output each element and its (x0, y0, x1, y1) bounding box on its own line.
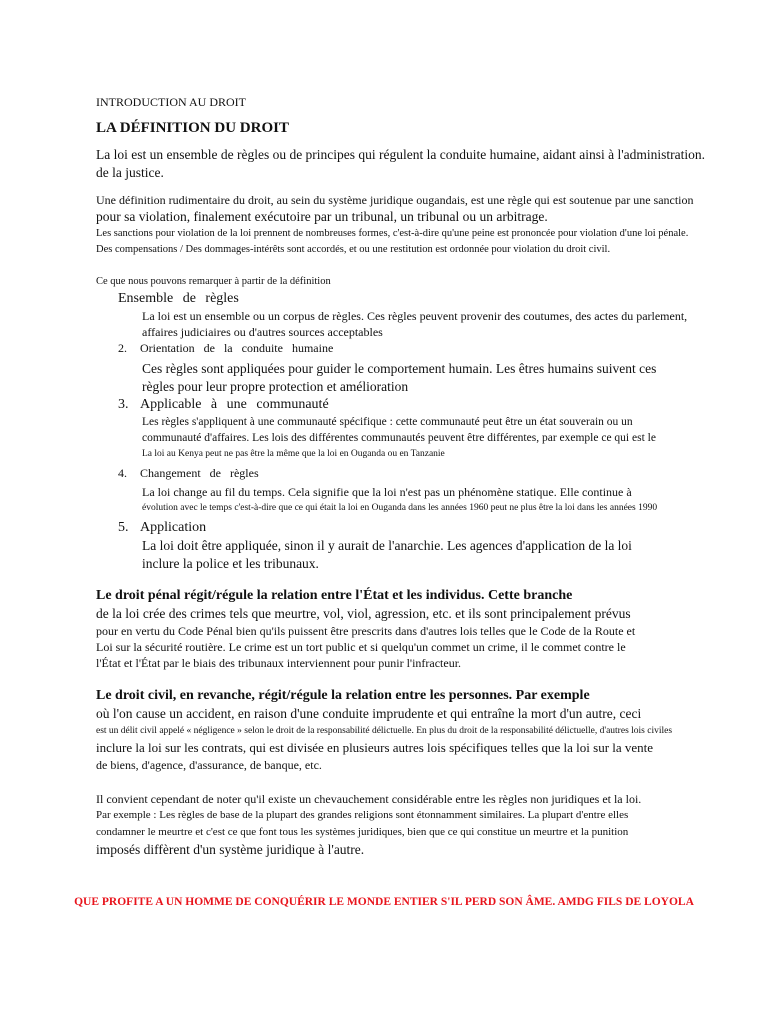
list-item-line: affaires judiciaires ou d'autres sources acceptables (142, 325, 383, 339)
definition-line: Les sanctions pour violation de la loi prennent de nombreuses formes, c'est-à-dire qu'une peine est prononcée pour violation d'une loi pénale. (96, 228, 689, 239)
intro-paragraph (96, 146, 728, 182)
definition-line: Une définition rudimentaire du droit, au sein du système juridique ougandais, est une règle qui est soutenue par une sanction (96, 193, 694, 207)
definition-paragraph (96, 192, 728, 258)
penal-law-lead: Le droit pénal régit/régule la relation entre l'État et les individus. Cette branche (96, 588, 573, 603)
definition-line: pour sa violation, finalement exécutoire par un tribunal, un tribunal ou un arbitrage. (96, 209, 548, 224)
list-item-line: Les règles s'appliquent à une communauté spécifique : cette communauté peut être un état souverain ou un (142, 416, 633, 428)
list-item-line: règles pour leur propre protection et amélioration (142, 379, 409, 394)
list-item-line: La loi change au fil du temps. Cela signifie que la loi n'est pas un phénomène statique. Elle continue à (142, 485, 632, 499)
civil-law-line: de biens, d'agence, d'assurance, de banque, etc. (96, 758, 322, 772)
document-page (96, 94, 728, 859)
definition-line: Des compensations / Des dommages-intérêts sont accordés, et ou une restitution est ordonnée pour violation du droit civil. (96, 244, 611, 255)
list-item-line: évolution avec le temps c'est-à-dire que ce qui était la loi en Ouganda dans les années 1960 peut ne plus être la loi dans les années 1990 (142, 503, 658, 513)
list-item (96, 340, 728, 396)
list-item-line: inclure la police et les tribunaux. (142, 556, 319, 571)
intro-line: La loi est un ensemble de règles ou de principes qui régulent la conduite humaine, aidant ainsi à l'administration. (96, 147, 706, 162)
page-title: LA DÉFINITION DU DROIT (96, 120, 289, 136)
civil-law-line: est un délit civil appelé « négligence » selon le droit de la responsabilité délictuelle. En plus du droit de la responsabilité délictuelle, d'autres lois civiles (96, 726, 673, 736)
list-item (96, 290, 728, 340)
list-item-line: La loi doit être appliquée, sinon il y aurait de l'anarchie. Les agences d'application de la loi (142, 538, 632, 553)
civil-law-line: inclure la loi sur les contrats, qui est divisée en plusieurs autres lois spécifiques telles que la loi sur la vente (96, 740, 654, 755)
civil-law-lead: Le droit civil, en revanche, régit/régule la relation entre les personnes. Par exemple (96, 688, 590, 703)
list-item-number: 2. (118, 341, 127, 355)
penal-law-line: l'État et l'État par le biais des tribunaux interviennent pour punir l'infracteur. (96, 656, 462, 670)
overlap-line: condamner le meurtre et c'est ce que font tous les systèmes juridiques, bien que ce qui constitue un meurtre et la punition (96, 826, 629, 838)
list-item (96, 519, 728, 573)
list-item-line: communauté d'affaires. Les lois des différentes communautés peuvent être différentes, par exemple ce qui est le (142, 432, 656, 444)
list-item (96, 396, 728, 462)
list-item-number: 4. (118, 466, 127, 480)
overlap-line: imposés diffèrent d'un système juridique à l'autre. (96, 842, 365, 857)
header-label: INTRODUCTION AU DROIT (96, 95, 246, 109)
overlap-line: Il convient cependant de noter qu'il existe un chevauchement considérable entre les règles non juridiques et la loi. (96, 792, 642, 806)
list-item-number: 5. (118, 520, 129, 535)
penal-law-line: Loi sur la sécurité routière. Le crime est un tort public et si quelqu'un commet un crime, il le commet contre le (96, 640, 626, 654)
overlap-paragraph (96, 791, 728, 859)
remark-intro: Ce que nous pouvons remarquer à partir de la définition (96, 276, 331, 287)
footer-motto: QUE PROFITE A UN HOMME DE CONQUÉRIR LE MONDE ENTIER S'IL PERD SON ÂME. AMDG FILS DE LOYOLA (74, 896, 694, 908)
penal-law-line: de la loi crée des crimes tels que meurtre, vol, viol, agression, etc. et ils sont principalement prévus (96, 606, 631, 621)
list-item-title: Ensemble de règles (118, 291, 239, 306)
list-item-line: La loi est un ensemble ou un corpus de règles. Ces règles peuvent provenir des coutumes, des actes du parlement, (142, 309, 688, 323)
civil-law-paragraph (96, 687, 728, 773)
list-item-line: La loi au Kenya peut ne pas être la même que la loi en Ouganda ou en Tanzanie (142, 449, 445, 459)
list-item-title: Applicable à une communauté (140, 397, 329, 412)
list-item-title: Orientation de la conduite humaine (140, 341, 334, 355)
list-item-number: 3. (118, 397, 129, 412)
overlap-line: Par exemple : Les règles de base de la plupart des grandes religions sont étonnamment similaires. La plupart d'entre elles (96, 809, 629, 821)
intro-line: de la justice. (96, 165, 164, 180)
list-item-title: Changement de règles (140, 466, 259, 480)
penal-law-paragraph (96, 587, 728, 671)
list-item-line: Ces règles sont appliquées pour guider le comportement humain. Les êtres humains suivent ces (142, 361, 657, 376)
penal-law-line: pour en vertu du Code Pénal bien qu'ils puissent être prescrits dans d'autres lois telles que le Code de la Route et (96, 624, 636, 638)
civil-law-line: où l'on cause un accident, en raison d'une conduite imprudente et qui entraîne la mort d'un autre, ceci (96, 706, 642, 721)
list-item (96, 465, 728, 516)
list-item-title: Application (140, 520, 207, 535)
